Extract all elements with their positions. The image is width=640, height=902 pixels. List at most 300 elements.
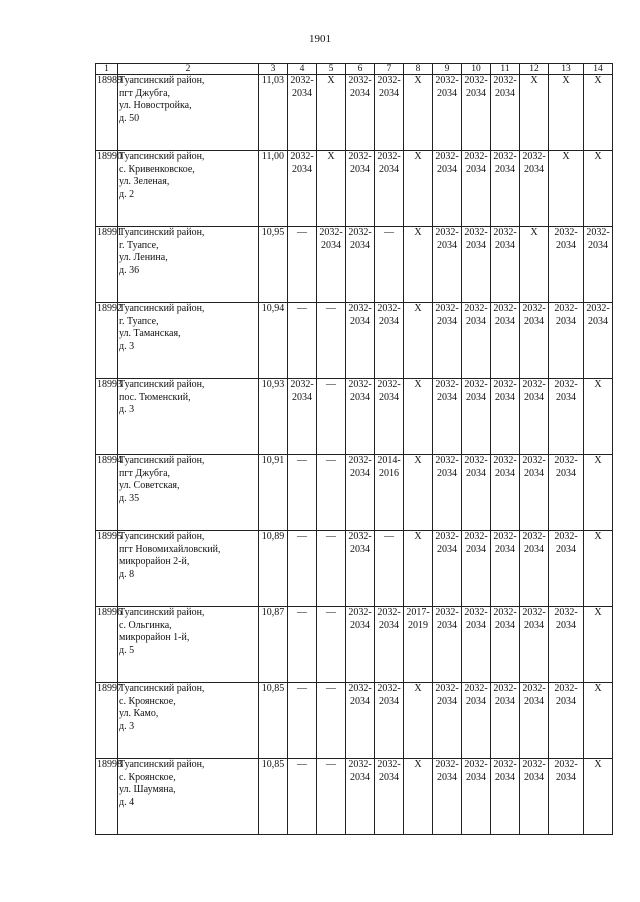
period-cell — [317, 75, 346, 151]
column-header: 7 — [375, 64, 404, 75]
period-line: 2032- — [554, 759, 578, 770]
period-line: 2032- — [522, 531, 546, 542]
period-line: 2032- — [554, 455, 578, 466]
period-line: 2032- — [348, 607, 372, 618]
period-line: 2032- — [348, 759, 372, 770]
period-line: 2034 — [524, 695, 544, 707]
period-cell — [584, 303, 613, 379]
period-line: 2032- — [377, 759, 401, 770]
period-line: 2034 — [495, 391, 515, 403]
period-line: — — [384, 227, 394, 238]
period-cell — [520, 151, 549, 227]
period-line: 2034 — [556, 619, 576, 631]
period-line: 2032- — [464, 759, 488, 770]
column-header: 10 — [462, 64, 491, 75]
period-cell — [520, 227, 549, 303]
period-line: 2014- — [377, 455, 401, 466]
period-cell — [404, 607, 433, 683]
period-line: 2032- — [554, 531, 578, 542]
period-line: X — [594, 531, 602, 542]
address-line: д. 8 — [119, 568, 135, 580]
period-line: X — [414, 75, 422, 86]
period-line: 2034 — [437, 315, 457, 327]
period-cell — [317, 455, 346, 531]
period-line: 2032- — [522, 303, 546, 314]
period-line: 2032- — [464, 303, 488, 314]
period-cell — [288, 455, 317, 531]
period-line: 2034 — [379, 391, 399, 403]
period-line: X — [327, 151, 335, 162]
period-cell — [491, 531, 520, 607]
period-cell — [317, 531, 346, 607]
period-line: X — [414, 455, 422, 466]
table-row — [96, 379, 613, 455]
table-row — [96, 151, 613, 227]
period-line: 2034 — [437, 87, 457, 99]
period-line: 2032- — [464, 151, 488, 162]
period-line: 2034 — [437, 163, 457, 175]
period-cell — [404, 683, 433, 759]
period-line: 2034 — [350, 239, 370, 251]
period-cell — [288, 759, 317, 835]
period-line: 2034 — [437, 619, 457, 631]
period-cell — [491, 303, 520, 379]
address-cell — [118, 227, 259, 303]
period-cell — [404, 75, 433, 151]
period-cell — [375, 455, 404, 531]
address-line: ул. Камо, — [119, 708, 159, 719]
table-row — [96, 683, 613, 759]
period-cell — [462, 455, 491, 531]
period-line: X — [414, 303, 422, 314]
period-line: 2034 — [379, 87, 399, 99]
period-line: 2034 — [495, 315, 515, 327]
period-line: 2032- — [493, 531, 517, 542]
period-cell — [375, 303, 404, 379]
period-cell — [433, 531, 462, 607]
period-cell — [549, 75, 584, 151]
address-line: ул. Шаумяна, — [119, 784, 176, 795]
period-line: 2034 — [495, 239, 515, 251]
period-cell — [288, 151, 317, 227]
area-value: 10,89 — [259, 531, 288, 607]
period-line: 2034 — [350, 315, 370, 327]
address-line: с. Кроянское, — [119, 695, 176, 707]
period-line: 2034 — [379, 315, 399, 327]
period-cell — [491, 683, 520, 759]
period-line: 2034 — [379, 771, 399, 783]
period-cell — [346, 455, 375, 531]
period-cell — [433, 151, 462, 227]
period-cell — [520, 759, 549, 835]
period-line: — — [326, 455, 336, 466]
period-line: — — [297, 303, 307, 314]
period-line: 2032- — [377, 379, 401, 390]
period-line: 2034 — [350, 87, 370, 99]
period-line: 2034 — [379, 163, 399, 175]
period-cell — [462, 683, 491, 759]
period-line: 2034 — [466, 467, 486, 479]
column-header: 1 — [96, 64, 118, 75]
period-line: — — [297, 683, 307, 694]
period-cell — [584, 227, 613, 303]
period-cell — [584, 607, 613, 683]
period-cell — [346, 227, 375, 303]
address-line: пгт Джубга, — [119, 467, 171, 479]
period-cell — [462, 303, 491, 379]
period-line: X — [530, 75, 538, 86]
period-line: 2034 — [466, 543, 486, 555]
address-line: д. 3 — [119, 404, 135, 415]
period-cell — [491, 455, 520, 531]
period-cell — [520, 531, 549, 607]
period-cell — [584, 683, 613, 759]
period-line: 2032- — [435, 227, 459, 238]
period-line: 2032- — [348, 75, 372, 86]
period-cell — [462, 75, 491, 151]
period-cell — [375, 227, 404, 303]
period-cell — [288, 607, 317, 683]
address-line: Туапсинский район, — [119, 531, 205, 542]
period-line: X — [414, 759, 422, 770]
column-header: 8 — [404, 64, 433, 75]
column-header: 6 — [346, 64, 375, 75]
period-cell — [346, 531, 375, 607]
period-line: 2034 — [556, 695, 576, 707]
period-cell — [404, 759, 433, 835]
period-line: 2034 — [350, 543, 370, 555]
period-cell — [584, 379, 613, 455]
column-header: 14 — [584, 64, 613, 75]
period-line: 2034 — [437, 467, 457, 479]
table-row — [96, 227, 613, 303]
period-cell — [584, 759, 613, 835]
period-line: 2032- — [493, 759, 517, 770]
period-line: 2032- — [493, 379, 517, 390]
address-line: пгт Новомихайловский, — [119, 543, 221, 555]
period-cell — [549, 531, 584, 607]
period-line: 2034 — [466, 619, 486, 631]
period-line: X — [414, 151, 422, 162]
period-line: 2034 — [350, 163, 370, 175]
period-line: 2034 — [495, 543, 515, 555]
area-value: 10,95 — [259, 227, 288, 303]
period-line: 2034 — [379, 619, 399, 631]
registry-body — [96, 75, 613, 835]
period-line: 2034 — [437, 771, 457, 783]
period-line: 2032- — [493, 151, 517, 162]
period-cell — [375, 379, 404, 455]
column-header: 5 — [317, 64, 346, 75]
period-cell — [549, 759, 584, 835]
record-number: 18989 — [96, 75, 118, 151]
period-cell — [462, 379, 491, 455]
period-line: 2032- — [522, 151, 546, 162]
column-header: 13 — [549, 64, 584, 75]
period-cell — [491, 759, 520, 835]
period-cell — [491, 379, 520, 455]
period-line: X — [594, 151, 602, 162]
period-line: 2034 — [466, 239, 486, 251]
address-cell — [118, 455, 259, 531]
period-line: 2034 — [556, 239, 576, 251]
period-line: 2034 — [466, 315, 486, 327]
period-cell — [346, 759, 375, 835]
period-line: X — [414, 379, 422, 390]
area-value: 11,00 — [259, 151, 288, 227]
address-line: д. 35 — [119, 492, 140, 504]
period-line: — — [326, 531, 336, 542]
period-line: — — [297, 455, 307, 466]
period-line: 2034 — [524, 543, 544, 555]
address-line: микрорайон 1-й, — [119, 632, 190, 643]
period-line: 2032- — [464, 455, 488, 466]
period-line: 2034 — [495, 163, 515, 175]
period-cell — [520, 683, 549, 759]
address-line: Туапсинский район, — [119, 455, 205, 466]
period-line: 2032- — [435, 759, 459, 770]
period-cell — [584, 151, 613, 227]
period-line: X — [594, 759, 602, 770]
period-line: X — [594, 683, 602, 694]
address-line: ул. Новостройка, — [119, 100, 192, 111]
period-line: X — [594, 75, 602, 86]
period-line: 2032- — [464, 379, 488, 390]
period-line: — — [326, 683, 336, 694]
period-line: 2034 — [466, 163, 486, 175]
period-line: — — [297, 759, 307, 770]
period-line: 2019 — [408, 619, 428, 631]
period-line: 2034 — [556, 543, 576, 555]
period-line: 2032- — [377, 303, 401, 314]
period-line: 2034 — [350, 619, 370, 631]
period-cell — [317, 227, 346, 303]
period-line: 2032- — [493, 75, 517, 86]
table-row — [96, 759, 613, 835]
address-line: с. Кроянское, — [119, 771, 176, 783]
address-line: ул. Ленина, — [119, 252, 168, 263]
period-cell — [346, 683, 375, 759]
area-value: 10,91 — [259, 455, 288, 531]
period-line: X — [594, 455, 602, 466]
period-line: 2032- — [554, 379, 578, 390]
period-line: 2032- — [522, 455, 546, 466]
period-line: 2034 — [379, 695, 399, 707]
period-line: 2032- — [493, 303, 517, 314]
period-cell — [433, 303, 462, 379]
period-line: 2034 — [495, 619, 515, 631]
period-line: — — [326, 379, 336, 390]
address-line: Туапсинский район, — [119, 759, 205, 770]
address-cell — [118, 531, 259, 607]
table-row — [96, 303, 613, 379]
period-line: 2032- — [435, 607, 459, 618]
period-line: X — [562, 151, 570, 162]
address-line: д. 2 — [119, 188, 135, 200]
column-header: 2 — [118, 64, 259, 75]
table-row — [96, 455, 613, 531]
period-line: — — [326, 607, 336, 618]
period-line: 2032- — [554, 227, 578, 238]
period-line: 2032- — [554, 683, 578, 694]
period-cell — [288, 531, 317, 607]
period-cell — [549, 151, 584, 227]
period-cell — [346, 607, 375, 683]
period-line: 2034 — [321, 239, 341, 251]
period-cell — [491, 227, 520, 303]
period-cell — [375, 531, 404, 607]
period-cell — [462, 759, 491, 835]
period-line: 2034 — [556, 467, 576, 479]
address-cell — [118, 75, 259, 151]
period-cell — [584, 531, 613, 607]
table-row — [96, 531, 613, 607]
period-cell — [404, 379, 433, 455]
address-line: г. Туапсе, — [119, 239, 159, 251]
period-cell — [549, 607, 584, 683]
address-line: пос. Тюменский, — [119, 391, 191, 403]
period-line: 2032- — [377, 683, 401, 694]
period-cell — [346, 151, 375, 227]
period-line: 2034 — [524, 467, 544, 479]
record-number: 18991 — [96, 227, 118, 303]
period-line: 2034 — [495, 771, 515, 783]
period-line: 2032- — [377, 607, 401, 618]
period-cell — [375, 683, 404, 759]
table-row — [96, 607, 613, 683]
period-line: 2032- — [464, 683, 488, 694]
address-line: Туапсинский район, — [119, 227, 205, 238]
record-number: 18994 — [96, 455, 118, 531]
period-line: 2032- — [290, 151, 314, 162]
period-line: 2032- — [464, 531, 488, 542]
period-cell — [404, 151, 433, 227]
address-line: Туапсинский район, — [119, 683, 205, 694]
period-line: 2034 — [437, 391, 457, 403]
address-cell — [118, 759, 259, 835]
period-line: — — [326, 759, 336, 770]
address-line: г. Туапсе, — [119, 315, 159, 327]
column-header: 11 — [491, 64, 520, 75]
period-line: 2034 — [292, 87, 312, 99]
period-cell — [317, 759, 346, 835]
period-line: X — [562, 75, 570, 86]
period-line: 2032- — [522, 683, 546, 694]
period-cell — [375, 151, 404, 227]
period-line: 2032- — [348, 531, 372, 542]
period-cell — [520, 607, 549, 683]
period-cell — [520, 379, 549, 455]
address-cell — [118, 683, 259, 759]
record-number: 18990 — [96, 151, 118, 227]
column-number-row — [96, 64, 613, 75]
period-line: 2034 — [437, 543, 457, 555]
period-line: 2034 — [466, 391, 486, 403]
record-number: 18996 — [96, 607, 118, 683]
period-cell — [404, 531, 433, 607]
period-line: 2032- — [554, 607, 578, 618]
period-line: 2034 — [524, 163, 544, 175]
address-line: ул. Зеленая, — [119, 176, 170, 187]
period-line: X — [414, 531, 422, 542]
period-cell — [549, 683, 584, 759]
period-cell — [549, 303, 584, 379]
period-line: 2032- — [554, 303, 578, 314]
period-line: 2034 — [350, 467, 370, 479]
period-line: 2034 — [495, 467, 515, 479]
period-line: — — [297, 531, 307, 542]
period-cell — [346, 303, 375, 379]
period-line: 2032- — [464, 227, 488, 238]
period-line: 2032- — [435, 379, 459, 390]
address-line: с. Ольгинка, — [119, 619, 172, 631]
record-number: 18997 — [96, 683, 118, 759]
period-cell — [288, 227, 317, 303]
period-cell — [404, 303, 433, 379]
address-line: д. 4 — [119, 796, 135, 808]
registry-table — [95, 63, 613, 835]
period-line: 2034 — [524, 315, 544, 327]
period-line: 2034 — [588, 239, 608, 251]
table-row — [96, 75, 613, 151]
period-cell — [433, 75, 462, 151]
period-line: 2032- — [493, 683, 517, 694]
period-cell — [346, 379, 375, 455]
address-line: Туапсинский район, — [119, 151, 205, 162]
period-line: 2032- — [290, 75, 314, 86]
area-value: 10,85 — [259, 683, 288, 759]
period-line: 2034 — [292, 391, 312, 403]
address-line: Туапсинский район, — [119, 379, 205, 390]
period-cell — [584, 455, 613, 531]
period-line: 2034 — [524, 391, 544, 403]
period-line: 2032- — [348, 379, 372, 390]
period-line: 2032- — [493, 227, 517, 238]
period-line: 2032- — [435, 303, 459, 314]
period-line: X — [594, 379, 602, 390]
period-line: X — [530, 227, 538, 238]
address-line: д. 50 — [119, 112, 140, 124]
period-line: 2032- — [435, 455, 459, 466]
period-line: 2034 — [495, 87, 515, 99]
period-line: 2034 — [437, 695, 457, 707]
period-cell — [288, 303, 317, 379]
period-line: 2034 — [466, 695, 486, 707]
address-cell — [118, 303, 259, 379]
period-line: 2034 — [350, 771, 370, 783]
period-line: 2032- — [522, 379, 546, 390]
period-cell — [346, 75, 375, 151]
address-line: д. 3 — [119, 340, 135, 352]
area-value: 11,03 — [259, 75, 288, 151]
period-cell — [462, 227, 491, 303]
period-line: 2032- — [435, 683, 459, 694]
address-cell — [118, 151, 259, 227]
period-line: 2032- — [348, 151, 372, 162]
period-line: 2034 — [556, 391, 576, 403]
address-line: ул. Таманская, — [119, 328, 181, 339]
period-cell — [404, 227, 433, 303]
period-line: — — [297, 227, 307, 238]
column-header: 3 — [259, 64, 288, 75]
period-cell — [491, 607, 520, 683]
period-cell — [520, 303, 549, 379]
period-line: 2032- — [377, 75, 401, 86]
period-cell — [491, 75, 520, 151]
period-line: X — [414, 227, 422, 238]
period-line: 2034 — [466, 771, 486, 783]
period-cell — [375, 607, 404, 683]
